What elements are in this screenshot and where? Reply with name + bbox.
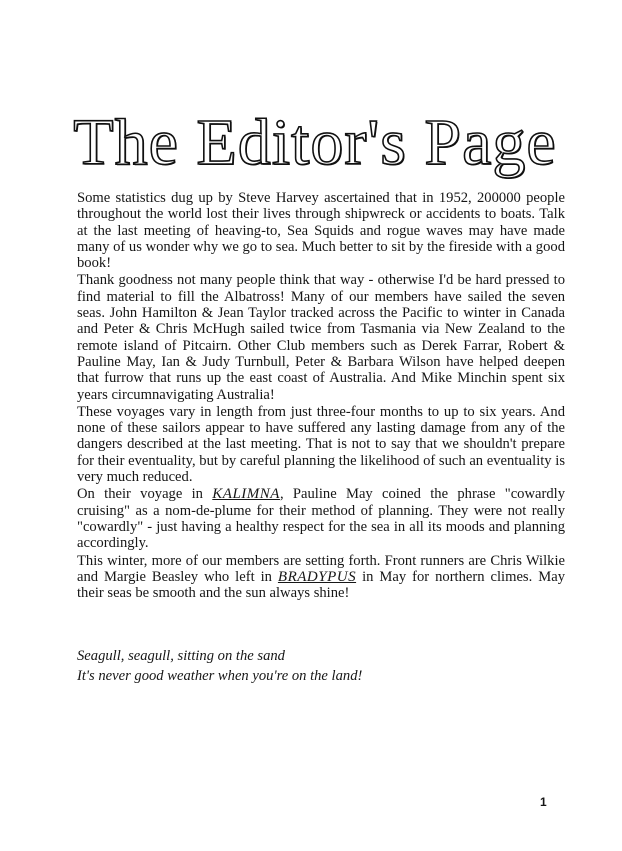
verse-line: It's never good weather when you're on the land!: [77, 668, 363, 684]
paragraph-text-segment: This winter, more of our members are setting forth. Front runners are Chris Wilkie and Margie Beasley who left in: [77, 552, 565, 585]
paragraph-text-segment: in May for northern climes. May their seas be smooth and the sun always shine!: [77, 568, 565, 602]
editorial-body: [77, 190, 565, 602]
boat-name-bradypus: BRADYPUS: [277, 568, 357, 585]
paragraph-voyage-lengths: These voyages vary in length from just three-four months to up to six years. And none of these sailors appear to have suffered any lasting damage from any of the dangers described at the last meeting. That is not to say that we shouldn't prepare for their eventuality, but by careful planning the likelihood of such an eventuality is very much reduced.: [77, 403, 565, 486]
paragraph-statistics: Some statistics dug up by Steve Harvey ascertained that in 1952, 200000 people throughout the world lost their lives through shipwreck or accidents to boats. Talk at the last meeting of heaving-to, Sea Squids and rogue waves may have made many of us wonder why we go to sea. Much better to sit by the fireside with a good book!: [77, 190, 565, 272]
paragraph-cowardly-cruising: [77, 486, 565, 551]
closing-verse: [77, 646, 497, 686]
paragraph-text-segment: On their voyage in: [77, 486, 213, 503]
paragraph-setting-forth: [77, 553, 565, 602]
boat-name-kalimna: KALIMNA: [212, 486, 280, 503]
page-number: 1: [540, 795, 547, 809]
paragraph-members-voyages: Thank goodness not many people think that way - otherwise I'd be hard pressed to find material to fill the Albatross! Many of our members have sailed the seven seas. John Hamilton & Jean Taylor tracked across the Pacific to winter in Canada and Peter & Chris McHugh sailed twice from Tasmania via New Zealand to the remote island of Pitcairn. Other Club members such as Derek Farrar, Robert & Pauline May, Ian & Judy Turnbull, Peter & Barbara Wilson have helped deepen that furrow that runs up the east coast of Australia. And Mike Minchin spent six years circumnavigating Australia!: [77, 272, 565, 403]
verse-line: Seagull, seagull, sitting on the sand: [77, 648, 285, 664]
page-title: The Editor's Page: [73, 106, 557, 179]
paragraph-text-segment: , Pauline May coined the phrase "cowardly cruising" as a nom-de-plume for their method of planning. They were not really "cowardly" - just having a healthy respect for the sea in all its moods and planning accordingly.: [77, 486, 565, 552]
